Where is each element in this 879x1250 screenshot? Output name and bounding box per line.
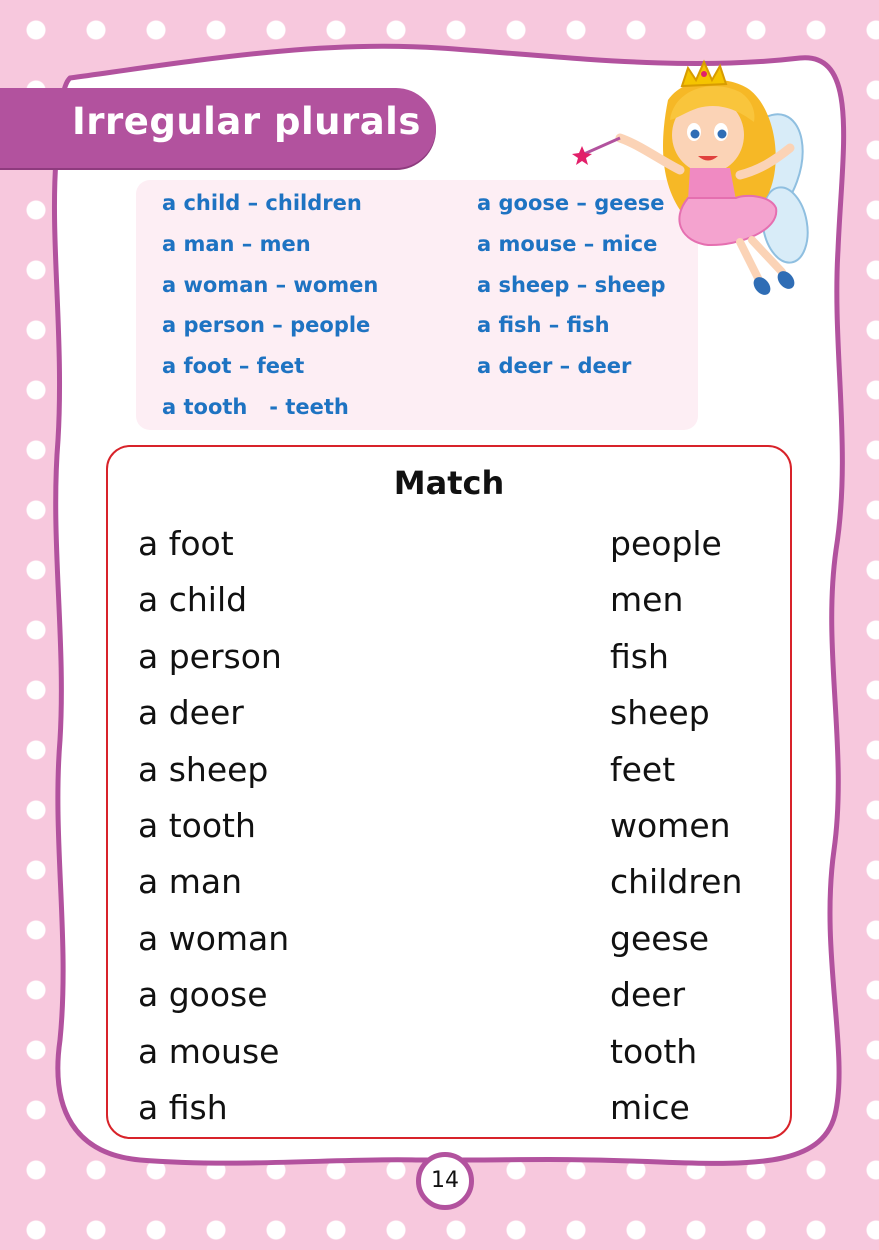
match-plural-item[interactable]: children — [610, 862, 743, 902]
page-number: 14 — [416, 1152, 474, 1210]
match-plural-item[interactable]: fish — [610, 636, 669, 676]
match-singular-item[interactable]: a tooth — [138, 805, 256, 845]
match-plural-item[interactable]: mice — [610, 1087, 690, 1127]
fairy-illustration — [570, 50, 810, 315]
match-plural-item[interactable]: people — [610, 524, 722, 563]
match-heading: Match — [393, 464, 505, 502]
reference-item: a goose – geese — [477, 191, 665, 215]
match-singular-item[interactable]: a sheep — [138, 749, 269, 789]
match-plural-item[interactable]: deer — [610, 975, 686, 1015]
match-column-plural — [610, 518, 742, 1138]
match-plural-item[interactable]: sheep — [610, 693, 710, 733]
match-plural-item[interactable]: men — [610, 580, 684, 620]
match-plural-item[interactable]: women — [610, 805, 731, 845]
match-singular-item[interactable]: a goose — [138, 975, 268, 1015]
match-singular-item[interactable]: a person — [138, 636, 282, 676]
match-plural-item[interactable]: geese — [610, 918, 710, 958]
reference-item: a fish – fish — [477, 313, 610, 338]
reference-item: a sheep – sheep — [477, 272, 666, 297]
match-singular-item[interactable]: a deer — [138, 693, 244, 733]
reference-item: a person – people — [162, 313, 371, 338]
match-plural-item[interactable]: feet — [610, 749, 676, 789]
reference-item: a deer – deer — [477, 354, 632, 379]
match-plural-item[interactable]: tooth — [610, 1031, 698, 1071]
reference-item: a woman – women — [162, 272, 379, 297]
match-singular-item[interactable]: a woman — [138, 918, 290, 958]
match-singular-item[interactable]: a fish — [138, 1087, 228, 1127]
match-column-singular — [138, 518, 289, 1138]
match-singular-item[interactable]: a man — [138, 862, 242, 902]
reference-column-left — [162, 186, 378, 431]
match-singular-item[interactable]: a foot — [138, 524, 234, 563]
reference-item: a foot – feet — [162, 354, 305, 379]
page-title: Irregular plurals — [72, 100, 421, 143]
reference-item: a child – children — [162, 191, 362, 215]
reference-item: a tooth - teeth — [162, 394, 349, 419]
reference-item: a mouse – mice — [477, 231, 658, 256]
reference-item: a man – men — [162, 231, 311, 256]
match-singular-item[interactable]: a mouse — [138, 1031, 280, 1071]
match-singular-item[interactable]: a child — [138, 580, 248, 620]
